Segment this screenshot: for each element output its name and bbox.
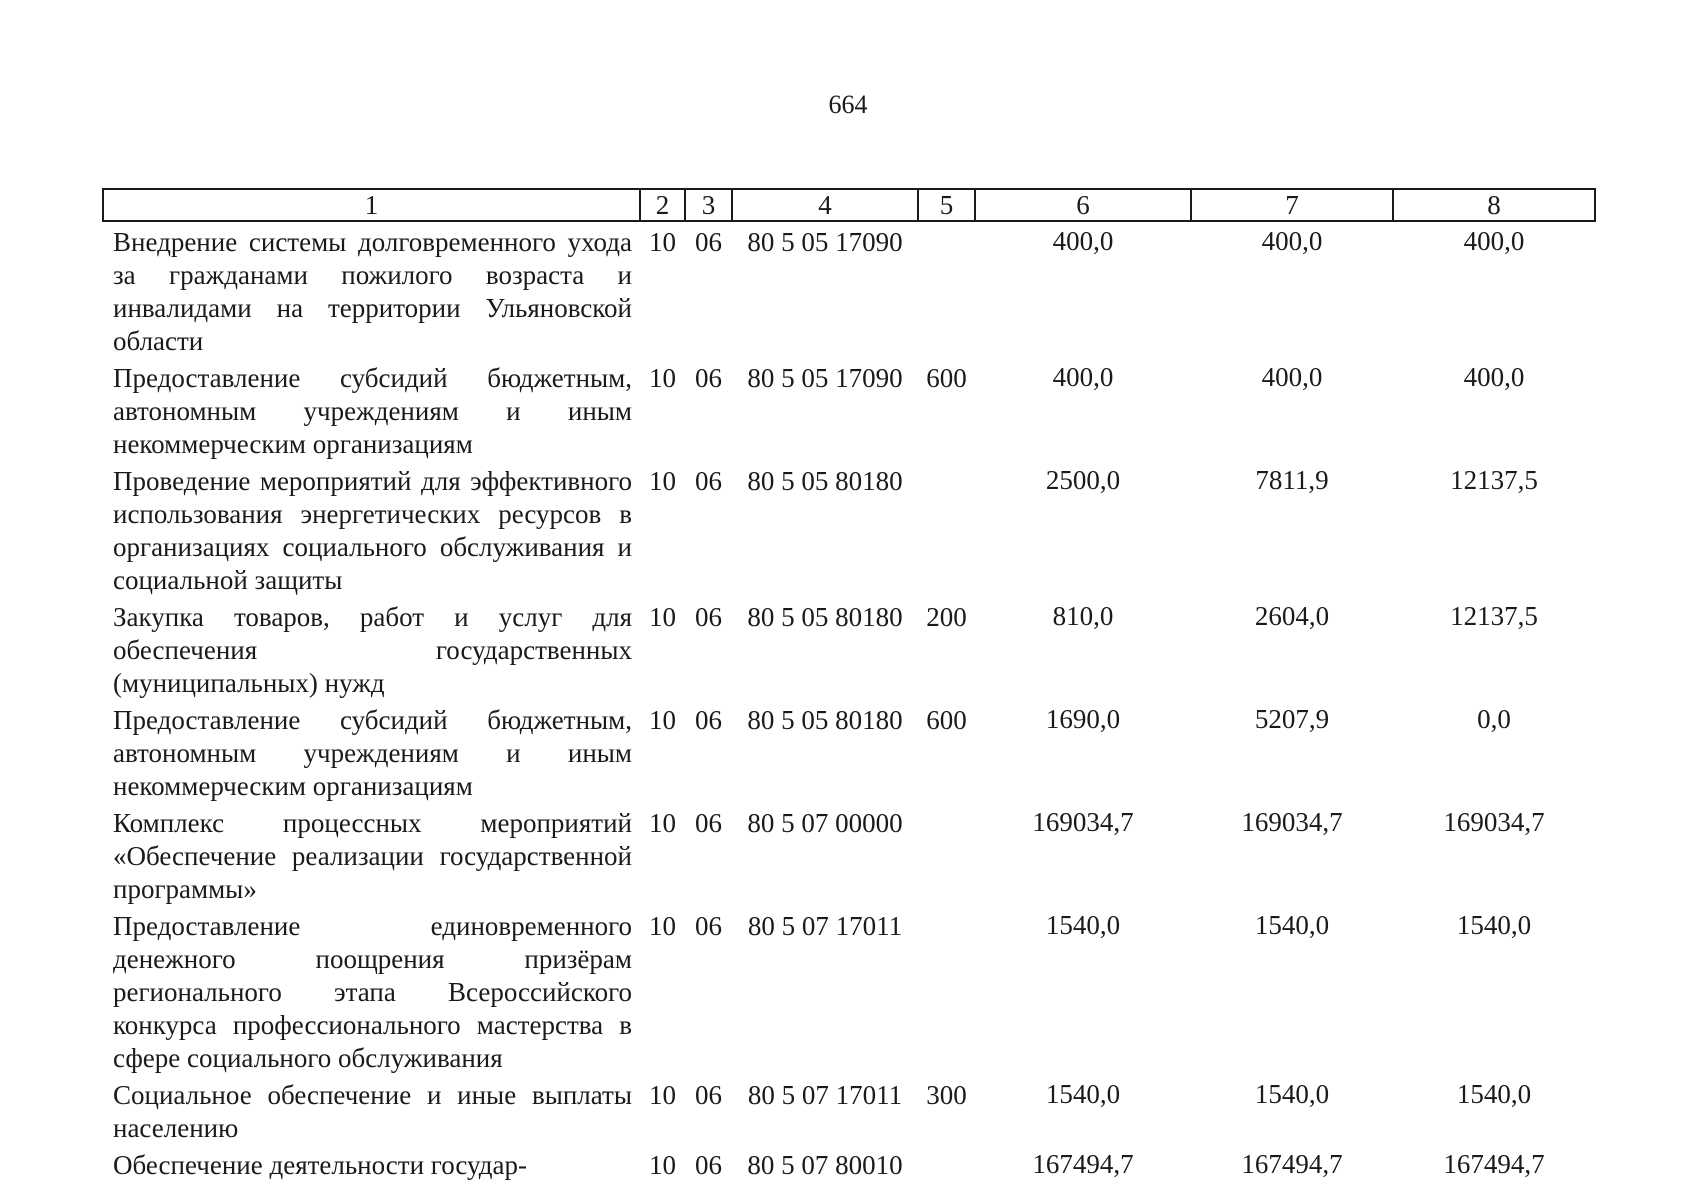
column-header-5: 5 (918, 189, 975, 221)
cell-description: Проведение мероприятий для эффективного использования энергетических ресурсов в организациях социального обслуживания и социальной защиты (113, 466, 632, 595)
cell-description: Комплекс процессных мероприятий «Обеспечение реализации государственной программы» (113, 808, 632, 904)
cell-subsection: 06 (695, 363, 722, 393)
cell-subsection: 06 (695, 808, 722, 838)
cell-section: 10 (649, 363, 676, 393)
cell-section: 10 (649, 808, 676, 838)
cell-expense-type (918, 803, 975, 906)
cell-amount-year-3: 1540,0 (1456, 910, 1532, 940)
cell-amount-year-3: 400,0 (1463, 226, 1525, 256)
cell-amount-year-1: 2500,0 (1045, 465, 1121, 495)
column-header-6: 6 (975, 189, 1191, 221)
table-header-row (103, 189, 1595, 221)
table-row (103, 906, 1595, 1075)
cell-target-article: 80 5 05 80180 (747, 602, 903, 632)
cell-amount-year-2: 5207,9 (1254, 704, 1330, 734)
cell-amount-year-1: 400,0 (1052, 226, 1114, 256)
cell-amount-year-2: 400,0 (1261, 226, 1323, 256)
cell-expense-type (918, 1145, 975, 1182)
cell-expense-type: 200 (926, 602, 967, 632)
table-row (103, 358, 1595, 461)
cell-description: Предоставление субсидий бюджетным, автономным учреждениям и иным некоммерческим организациям (113, 363, 632, 459)
cell-amount-year-1: 1540,0 (1045, 1079, 1121, 1109)
cell-amount-year-1: 169034,7 (1032, 807, 1134, 837)
cell-amount-year-1: 1690,0 (1045, 704, 1121, 734)
cell-description: Предоставление субсидий бюджетным, автономным учреждениям и иным некоммерческим организациям (113, 705, 632, 801)
cell-target-article: 80 5 07 17011 (747, 911, 903, 941)
cell-expense-type (918, 461, 975, 597)
cell-amount-year-1: 400,0 (1052, 362, 1114, 392)
cell-amount-year-3: 12137,5 (1450, 465, 1538, 495)
table-row (103, 803, 1595, 906)
cell-description: Социальное обеспечение и иные выплаты населению (113, 1080, 632, 1143)
cell-description: Внедрение системы долговременного ухода за гражданами пожилого возраста и инвалидами на территории Ульяновской области (113, 227, 632, 356)
cell-amount-year-3: 0,0 (1477, 704, 1511, 734)
cell-section: 10 (649, 466, 676, 496)
cell-section: 10 (649, 602, 676, 632)
cell-amount-year-2: 167494,7 (1241, 1149, 1343, 1179)
cell-amount-year-1: 167494,7 (1032, 1149, 1134, 1179)
table-row (103, 700, 1595, 803)
table-row (103, 1075, 1595, 1145)
cell-subsection: 06 (695, 466, 722, 496)
cell-amount-year-1: 1540,0 (1045, 910, 1121, 940)
table-row (103, 221, 1595, 358)
cell-subsection: 06 (695, 911, 722, 941)
column-header-4: 4 (732, 189, 918, 221)
cell-target-article: 80 5 07 80010 (747, 1150, 903, 1180)
column-header-3: 3 (685, 189, 732, 221)
cell-target-article: 80 5 07 17011 (747, 1080, 903, 1110)
cell-description: Закупка товаров, работ и услуг для обеспечения государственных (муниципальных) нужд (113, 602, 632, 698)
cell-amount-year-2: 169034,7 (1241, 807, 1343, 837)
cell-expense-type: 600 (926, 705, 967, 735)
cell-target-article: 80 5 07 00000 (747, 808, 903, 838)
page-number: 664 (828, 90, 868, 119)
cell-subsection: 06 (695, 1080, 722, 1110)
cell-amount-year-2: 1540,0 (1254, 910, 1330, 940)
cell-expense-type (918, 906, 975, 1075)
cell-expense-type: 600 (926, 363, 967, 393)
cell-section: 10 (649, 911, 676, 941)
cell-target-article: 80 5 05 80180 (747, 466, 903, 496)
cell-section: 10 (649, 227, 676, 257)
column-header-8: 8 (1393, 189, 1595, 221)
table-body (103, 221, 1595, 1182)
table-row (103, 461, 1595, 597)
cell-expense-type (918, 221, 975, 358)
cell-expense-type: 300 (926, 1080, 967, 1110)
cell-amount-year-2: 7811,9 (1255, 465, 1329, 495)
cell-target-article: 80 5 05 80180 (747, 705, 903, 735)
cell-description: Обеспечение деятельности государ- (113, 1150, 528, 1180)
cell-section: 10 (649, 1150, 676, 1180)
cell-section: 10 (649, 1080, 676, 1110)
cell-amount-year-2: 400,0 (1261, 362, 1323, 392)
budget-table (102, 188, 1596, 1182)
cell-amount-year-3: 400,0 (1463, 362, 1525, 392)
cell-subsection: 06 (695, 1150, 722, 1180)
table-row (103, 1145, 1595, 1182)
cell-target-article: 80 5 05 17090 (747, 363, 903, 393)
column-header-2: 2 (640, 189, 685, 221)
cell-subsection: 06 (695, 602, 722, 632)
cell-subsection: 06 (695, 227, 722, 257)
cell-amount-year-1: 810,0 (1052, 601, 1114, 631)
cell-section: 10 (649, 705, 676, 735)
column-header-7: 7 (1191, 189, 1393, 221)
cell-amount-year-3: 1540,0 (1456, 1079, 1532, 1109)
cell-subsection: 06 (695, 705, 722, 735)
cell-amount-year-3: 12137,5 (1450, 601, 1538, 631)
column-header-1: 1 (103, 189, 640, 221)
cell-amount-year-3: 169034,7 (1443, 807, 1545, 837)
cell-amount-year-3: 167494,7 (1443, 1149, 1545, 1179)
cell-target-article: 80 5 05 17090 (747, 227, 903, 257)
cell-amount-year-2: 1540,0 (1254, 1079, 1330, 1109)
cell-description: Предоставление единовременного денежного поощрения призёрам регионального этапа Всероссийского конкурса профессионального мастерства в сфере социального обслуживания (113, 911, 632, 1073)
cell-amount-year-2: 2604,0 (1254, 601, 1330, 631)
table-row (103, 597, 1595, 700)
